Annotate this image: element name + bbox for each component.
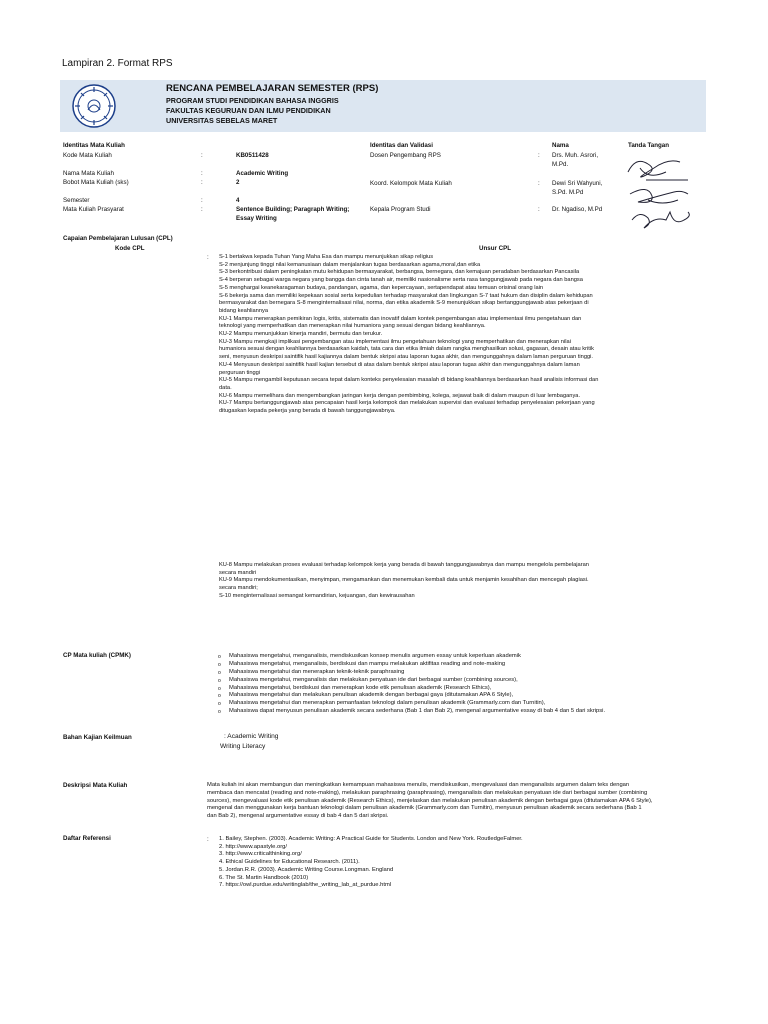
deskripsi-body [207, 782, 705, 821]
cpl-item: perguruan tinggi [219, 369, 261, 376]
bullet: o [218, 701, 221, 708]
appendix-title: Lampiran 2. Format RPS [62, 58, 173, 69]
course-prerequisite-2: Essay Writing [236, 215, 277, 222]
cpmk-text: Mahasiswa mengetahui, berdiskusi dan menerapkan kode etik penulisan akademik (Research Ethics), [229, 684, 492, 691]
cpl-item: S-4 berperan sebagai warga negara yang bangga dan cinta tanah air, memiliki nasionalisme serta rasa tanggungjawab pada negara dan bangsa [219, 277, 583, 284]
bullet: o [218, 669, 221, 676]
cpl-item: seni, menyusun deskripsi saintifik hasil kajiannya dalam bentuk skripsi atau laporan tugas akhir, dan mengunggahnya dalam laman perguruan tinggi. [219, 354, 594, 361]
cpl-item: S-3 berkontribusi dalam peningkatan mutu kehidupan bermasyarakat, berbangsa, bernegara, dan kemajuan peradaban berdasarkan Pancasila [219, 269, 580, 276]
deskripsi-line: sources), mengevaluasi kode etik penulisan akademik (Research Ethics), menjelaskan dan melakukan penulisan akademik dengan berbagai gaya (ditutamakan APA 6 Style), [207, 797, 653, 804]
validator-name-2: M.Pd. [552, 161, 569, 168]
deskripsi-line: membaca dan mencatat (reading and note-making), melakukan paraphrasing (paraphrasing), menganalisis dan melakukan penyatuan ide dari berbagai sumber (combining [207, 789, 648, 796]
bahan-line-2: Writing Literacy [220, 743, 266, 750]
validator-role: Kepala Program Studi [370, 206, 431, 213]
cpmk-text: Mahasiswa mengetahui dan melakukan penulisan akademik dengan berbagai gaya (ditutamakan APA 6 Style), [229, 692, 514, 699]
colon: : [201, 206, 203, 213]
cpmk-item [218, 677, 688, 685]
cpmk-item [218, 692, 688, 700]
validator-name: Dr. Ngadiso, M.Pd [552, 206, 603, 213]
cpl-item: KU-7 Mampu bertanggungjawab atas pencapaian hasil kerja kelompok dan melakukan supervisi dan evaluasi terhadap penyelesaian pekerjaan yang [219, 400, 595, 407]
identity-label: Mata Kuliah Prasyarat [63, 206, 124, 213]
signature-heading: Tanda Tangan [628, 142, 670, 149]
bahan-heading: Bahan Kajian Keilmuan [63, 734, 132, 741]
course-code: KB0511428 [236, 152, 269, 159]
identity-label: Nama Mata Kuliah [63, 170, 114, 177]
bullet: o [218, 709, 221, 716]
cpl-item: KU-5 Mampu mengambil keputusan secara tepat dalam konteks penyelesaian masalah di bidang keahliannya berdasarkan hasil analisis informasi dan [219, 377, 599, 384]
validator-role: Koord. Kelompok Mata Kuliah [370, 180, 452, 187]
cpl-item: data. [219, 384, 232, 391]
cpl-item: KU-8 Mampu melakukan proses evaluasi terhadap kelompok kerja yang berada di bawah tanggungjawabnya dan mampu mengelola pembelajaran [219, 562, 589, 568]
cpl-item: KU-9 Mampu mendokumentasikan, menyimpan, mengamankan dan menemukan kembali data untuk menjamin kesahihan dan mencegah plagiasi. [219, 577, 589, 584]
rps-header [60, 80, 706, 132]
colon: : [201, 152, 203, 159]
course-prerequisite: Sentence Building; Paragraph Writing; [236, 206, 350, 213]
university-line: UNIVERSITAS SEBELAS MARET [166, 116, 278, 125]
identity-label: Bobot Mata Kuliah (sks) [63, 179, 129, 186]
validator-name-2: S.Pd. M.Pd [552, 189, 584, 196]
referensi-item: 6. The St. Martin Handbook (2010) [219, 874, 309, 881]
validator-role: Dosen Pengembang RPS [370, 152, 441, 159]
course-name: Academic Writing [236, 170, 289, 177]
validation-heading: Identitas dan Validasi [370, 142, 433, 149]
deskripsi-line: mengenal dan menggunakan kerja bantuan teknologi dalam penulisan akademik (Grammarly.com dan Turnitin), menyusun penulisan akademik secara sederhana (Bab 1 [207, 805, 642, 812]
cpmk-item [218, 669, 688, 677]
cpl-item: bidang keahliannya [219, 307, 269, 314]
colon: : [538, 206, 540, 213]
course-semester: 4 [236, 197, 240, 204]
cpl-item: teknologi yang memperhatikan dan menerapkan nilai humaniora yang sesuai dengan bidang keahliannya. [219, 323, 486, 330]
validator-name: Drs. Muh. Asrori, [552, 152, 599, 159]
colon: : [201, 197, 203, 204]
cpmk-item [218, 685, 688, 693]
cpl-code-heading: Kode CPL [115, 245, 145, 252]
referensi-item: 3. http://www.criticalthinking.org/ [219, 851, 302, 858]
cpl-item: S-6 bekerja sama dan memiliki kepekaan sosial serta kepedulian terhadap masyarakat dan lingkungan S-7 taat hukum dan disiplin dalam kehidupan [219, 292, 593, 299]
program-line: PROGRAM STUDI PENDIDIKAN BAHASA INGGRIS [166, 96, 339, 105]
referensi-item: 5. Jordan.R.R. (2003). Academic Writing Course.Longman. England [219, 866, 394, 873]
deskripsi-line: dan Bab 2), mengenal argumentative essay di bab 4 dan 5 dari skripsi. [207, 813, 389, 820]
colon: : [538, 180, 540, 187]
bahan-line-1: : Academic Writing [224, 733, 279, 740]
rps-title: RENCANA PEMBELAJARAN SEMESTER (RPS) [166, 83, 379, 94]
cpl-item: secara mandiri; [219, 585, 258, 592]
name-heading: Nama [552, 142, 569, 149]
colon: : [538, 152, 540, 159]
cpl-item: KU-6 Mampu memelihara dan mengembangkan jaringan kerja dengan pembimbing, kolega, sejawat baik di dalam maupun di luar lembaganya. [219, 392, 581, 399]
cpl-item: KU-3 Mampu mengkaji implikasi pengembangan atau implementasi ilmu pengetahuan teknologi yang memperhatikan dan menerapkan nilai [219, 338, 571, 345]
cpmk-list [218, 653, 688, 716]
rps-subtitle [166, 96, 339, 126]
cpmk-item [218, 708, 688, 716]
cpl-element-heading: Unsur CPL [479, 245, 511, 252]
cpl-heading: Capaian Pembelajaran Lulusan (CPL) [63, 235, 173, 242]
bullet: o [218, 693, 221, 700]
identity-heading: Identitas Mata Kuliah [63, 142, 125, 149]
cpl-item: secara mandiri [219, 569, 257, 576]
bullet: o [218, 661, 221, 668]
cpl-item: bermasyarakat dan bernegara S-8 menginternalisasi nilai, norma, dan etika akademik S-9 menunjukkan sikap bertanggungjawab atas pekerjaan di [219, 300, 589, 307]
deskripsi-heading: Deskripsi Mata Kuliah [63, 782, 128, 789]
university-logo-icon [70, 83, 118, 129]
referensi-item: 2. http://www.apastyle.org/ [219, 843, 287, 850]
cpmk-text: Mahasiswa mengetahui, menganalisis, berdiskusi dan mampu melakukan aktifitas reading and note-making [229, 660, 506, 667]
identity-label: Kode Mata Kuliah [63, 152, 112, 159]
colon: : [201, 179, 203, 186]
cpl-list-continued [219, 562, 669, 601]
referensi-list [219, 836, 523, 890]
cpmk-heading: CP Mata kuliah (CPMK) [63, 652, 131, 659]
cpl-item: S-10 menginternalisasi semangat kemandirian, kejuangan, dan kewirausahan [219, 592, 415, 599]
cpl-item: S-5 menghargai keanekaragaman budaya, pandangan, agama, dan kepercayaan, sertapendapat atau temuan orisinal orang lain [219, 284, 544, 291]
cpmk-item [218, 661, 688, 669]
colon: : [207, 836, 209, 843]
validator-name: Dewi Sri Wahyuni, [552, 180, 603, 187]
cpl-list [219, 254, 669, 416]
cpl-item: S-1 bertakwa kepada Tuhan Yang Maha Esa dan mampu menunjukkan sikap religius [219, 254, 434, 260]
deskripsi-line: Mata kuliah ini akan membangun dan meningkatkan kemampuan mahasiswa menulis, mendiskusikan, mengevaluasi dan menganalisis argumen dalam teks dengan [207, 782, 630, 788]
cpmk-item [218, 653, 688, 661]
cpl-item: KU-4 Menyusun deskripsi saintifik hasil kajian tersebut di atas dalam bentuk skripsi atau laporan tugas akhir dan mengunggahnya dalam laman [219, 361, 580, 368]
cpmk-text: Mahasiswa mengetahui dan menerapkan pemanfaatan teknologi dalam penulisan akademik (Grammarly.com dan Turnitin), [229, 700, 546, 707]
cpmk-text: Mahasiswa mengetahui dan menerapkan teknik-teknik paraphrasing [229, 668, 405, 675]
cpmk-text: Mahasiswa mengetahui, menganalisis, mendiskusikan konsep menulis argumen essay untuk keperluan akademik [229, 653, 521, 659]
bullet: o [218, 654, 221, 660]
cpmk-text: Mahasiswa mengetahui, menganalisis dan melakukan penyatuan ide dari berbagai sumber (combining sources), [229, 676, 518, 683]
cpl-item: KU-1 Mampu menerapkan pemikiran logis, kritis, sistematis dan inovatif dalam kontek pengembangan atau implementasi ilmu pengetahuan dan [219, 315, 582, 322]
cpl-item: KU-2 Mampu menunjukkan kinerja mandiri, bermutu dan terukur. [219, 331, 383, 338]
bullet: o [218, 677, 221, 684]
referensi-item: 7. https://owl.purdue.edu/writinglab/the_writing_lab_at_purdue.html [219, 882, 392, 889]
colon: : [201, 170, 203, 177]
colon: : [207, 254, 209, 261]
referensi-heading: Daftar Referensi [63, 835, 111, 842]
course-credits: 2 [236, 179, 240, 186]
faculty-line: FAKULTAS KEGURUAN DAN ILMU PENDIDIKAN [166, 106, 331, 115]
referensi-item: 1. Bailey, Stephen. (2003). Academic Writing: A Practical Guide for Students. London and New York. RoutledgeFalmer. [219, 836, 523, 842]
referensi-item: 4. Ethical Guidelines for Educational Research. (2011). [219, 859, 360, 866]
cpl-item: S-2 menjunjung tinggi nilai kemanusiaan dalam menjalankan tugas berdasarkan agama,moral,dan etika [219, 261, 481, 268]
cpmk-item [218, 700, 688, 708]
cpl-item: humaniora sesuai dengan keahliannya berdasarkan kaidah, tata cara dan etika ilmiah dalam rangka menghasilkan solusi, gagasan, desain atau kritik [219, 346, 594, 353]
bullet: o [218, 685, 221, 692]
cpmk-text: Mahasiswa dapat menyusun penulisan akademik secara sederhana (Bab 1 dan Bab 2), mengenal argumentative essay di bab 4 dan 5 dari skripsi. [229, 708, 606, 715]
identity-label: Semester [63, 197, 90, 204]
signature-image [618, 150, 698, 238]
cpl-item: ditugaskan kepada pekerja yang berada di bawah tanggungjawabnya. [219, 408, 396, 415]
